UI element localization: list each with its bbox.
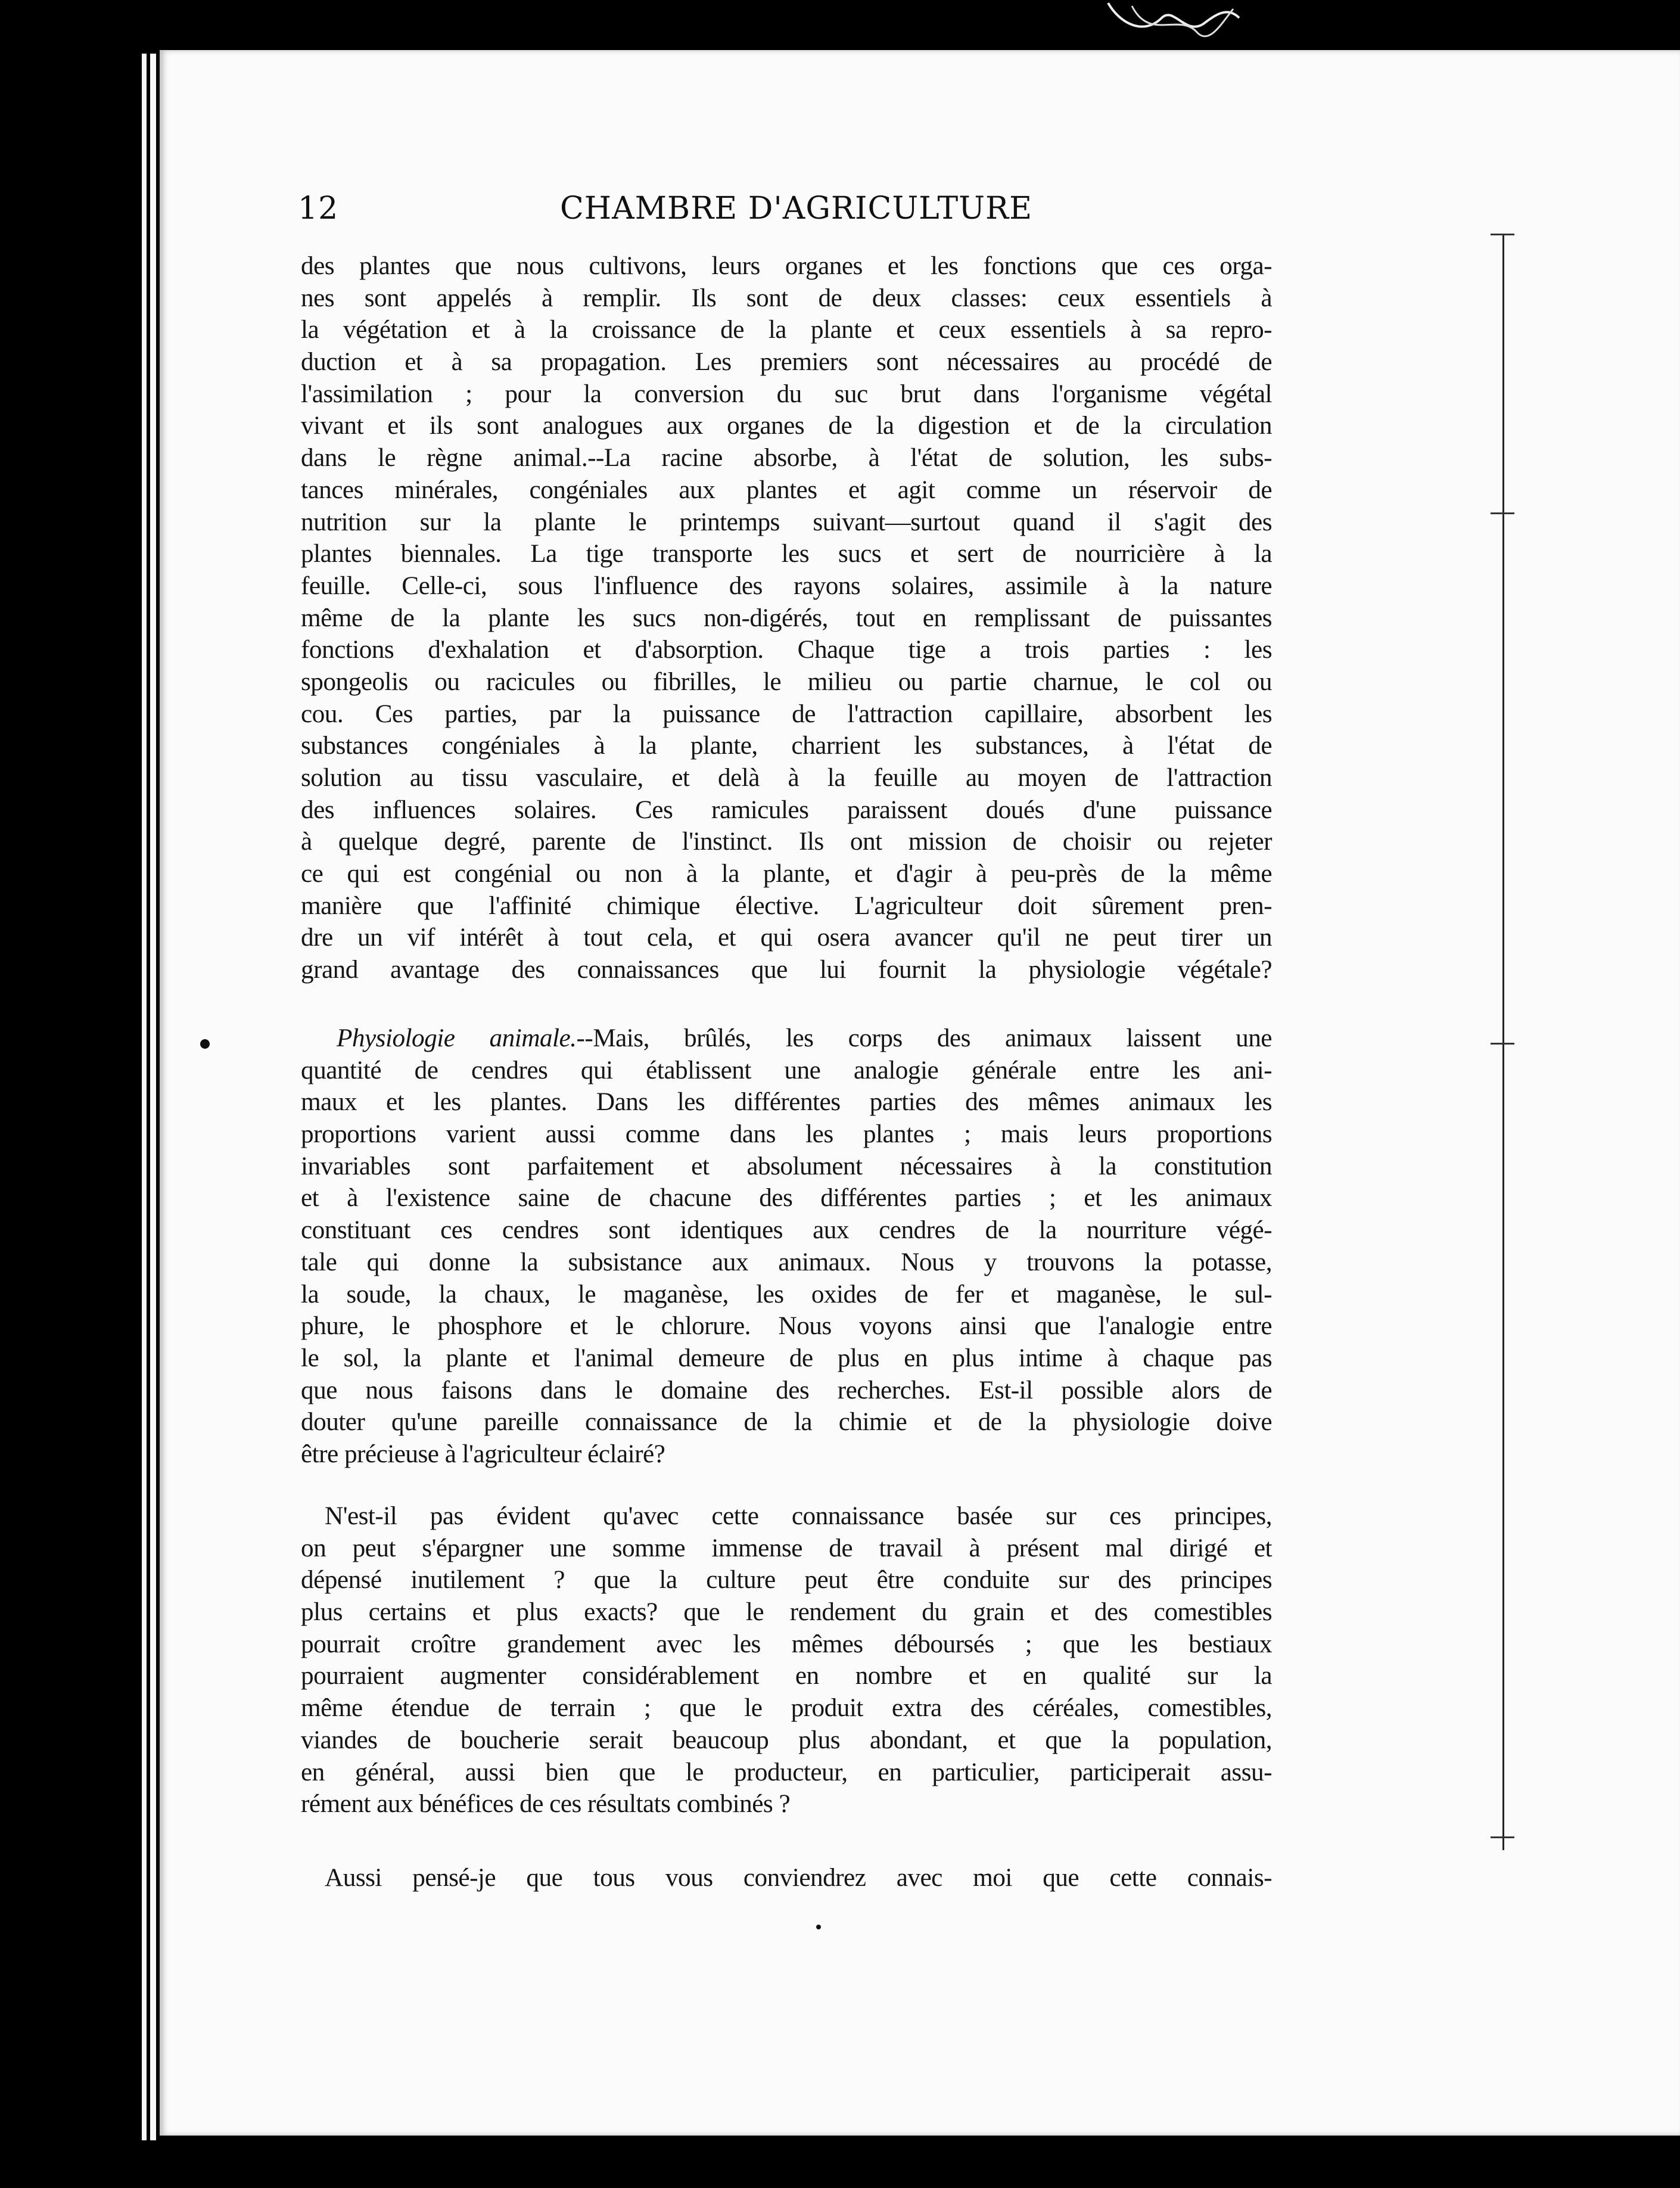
text-line: à quelque degré, parente de l'instinct. Ils ont mission de choisir ou rejeter [301,827,1272,856]
text-line: solution au tissu vasculaire, et delà à la feuille au moyen de l'attraction [301,763,1272,792]
text-line: l'assimilation ; pour la conversion du suc brut dans l'organisme végétal [301,379,1272,408]
text-line: substances congéniales à la plante, charrient les substances, à l'état de [301,731,1272,760]
text-line: pourraient augmenter considérablement en nombre et en qualité sur la [301,1661,1272,1690]
binding-mark [1491,512,1514,514]
binding-mark [1491,1836,1514,1838]
binding-mark [1491,1043,1514,1045]
text-line: et à l'existence saine de chacune des différentes parties ; et les animaux [301,1183,1272,1213]
text-line: être précieuse à l'agriculteur éclairé? [301,1439,665,1468]
text-line: rément aux bénéfices de ces résultats combinés ? [301,1789,791,1819]
section-heading: Physiologie animale. [337,1024,577,1052]
text-line: tale qui donne la subsistance aux animaux. Nous y trouvons la potasse, [301,1247,1272,1276]
text-line: grand avantage des connaissances que lui fournit la physiologie végétale? [301,955,1272,984]
text-line: des influences solaires. Ces ramicules paraissent doués d'une puissance [301,795,1272,824]
paragraph-animal-physiology [301,1022,1272,1471]
text-line: plus certains et plus exacts? que le rendement du grain et des comestibles [301,1598,1272,1627]
text-line: ce qui est congénial ou non à la plante, et d'agir à peu-près de la même [301,859,1272,888]
text-line: plantes biennales. La tige transporte les sucs et sert de nourricière à la [301,539,1272,568]
text-line: dans le règne animal.--La racine absorbe, à l'état de solution, les subs- [301,443,1272,473]
text-line: duction et à sa propagation. Les premiers sont nécessaires au procédé de [301,347,1272,377]
text-line: nes sont appelés à remplir. Ils sont de deux classes: ceux essentiels à [301,283,1272,312]
text-line: fonctions d'exhalation et d'absorption. Chaque tige a trois parties : les [301,635,1272,664]
text-line: cou. Ces parties, par la puissance de l'attraction capillaire, absorbent les [301,699,1272,728]
text-line: la végétation et à la croissance de la plante et ceux essentiels à sa repro- [301,315,1272,344]
page-edge-1 [142,54,147,2140]
text-fragment: --Mais, brûlés, les corps des animaux laissent une [576,1024,1272,1052]
text-line: spongeolis ou racicules ou fibrilles, le milieu ou partie charnue, le col ou [301,667,1272,696]
text-line: la soude, la chaux, le maganèse, les oxides de fer et maganèse, le sul- [301,1279,1272,1309]
text-line: même de la plante les sucs non-digérés, tout en remplissant de puissantes [301,603,1272,632]
text-line-first [301,1022,1272,1055]
text-line: nutrition sur la plante le printemps suivant—surtout quand il s'agit des [301,507,1272,536]
text-line: invariables sont parfaitement et absolument nécessaires à la constitution [301,1151,1272,1180]
binding-mark [1491,234,1514,235]
text-line: douter qu'une pareille connaissance de la chimie et de la physiologie doive [301,1407,1272,1437]
text-line: vivant et ils sont analogues aux organes de la digestion et de la circulation [301,411,1272,440]
text-line: viandes de boucherie serait beaucoup plus abondant, et que la population, [301,1725,1272,1754]
text-line: tances minérales, congéniales aux plantes et agit comme un réservoir de [301,475,1272,504]
text-line: manière que l'affinité chimique élective. L'agriculteur doit sûrement pren- [301,891,1272,920]
text-line: constituant ces cendres sont identiques aux cendres de la nourriture végé- [301,1216,1272,1245]
running-title: CHAMBRE D'AGRICULTURE [560,191,1033,226]
paragraph-closing [301,1862,1272,1894]
paragraph-conclusion [301,1500,1272,1820]
text-line: pourrait croître grandement avec les mêmes déboursés ; que les bestiaux [301,1629,1272,1658]
text-line: le sol, la plante et l'animal demeure de plus en plus intime à chaque pas [301,1343,1272,1372]
text-line: phure, le phosphore et le chlorure. Nous voyons ainsi que l'analogie entre [301,1311,1272,1341]
text-line: feuille. Celle-ci, sous l'influence des rayons solaires, assimile à la nature [301,571,1272,600]
text-line: maux et les plantes. Dans les différentes parties des mêmes animaux les [301,1087,1272,1117]
text-line: dre un vif intérêt à tout cela, et qui osera avancer qu'il ne peut tirer un [301,923,1272,952]
page-edge-2 [150,54,156,2140]
ink-dot [200,1039,210,1049]
text-line: proportions varient aussi comme dans les plantes ; mais leurs proportions [301,1120,1272,1149]
page-number: 12 [298,191,339,226]
text-line: des plantes que nous cultivons, leurs organes et les fonctions que ces orga- [301,251,1272,280]
text-line: quantité de cendres qui établissent une analogie générale entre les ani- [301,1055,1272,1084]
text-line: même étendue de terrain ; que le produit extra des céréales, comestibles, [301,1693,1272,1723]
text-line-first: Aussi pensé-je que tous vous conviendrez avec moi que cette connais- [325,1863,1272,1892]
thread-scribble [1096,0,1251,54]
text-line-first: N'est-il pas évident qu'avec cette connaissance basée sur ces principes, [325,1502,1272,1530]
text-line: on peut s'épargner une somme immense de travail à présent mal dirigé et [301,1533,1272,1562]
paragraph-plant-physiology [301,250,1272,986]
ink-dot [816,1925,821,1929]
text-line: que nous faisons dans le domaine des recherches. Est-il possible alors de [301,1375,1272,1404]
text-line: dépensé inutilement ? que la culture peut être conduite sur des principes [301,1565,1272,1595]
text-line: en général, aussi bien que le producteur, en particulier, participerait assu- [301,1757,1272,1786]
